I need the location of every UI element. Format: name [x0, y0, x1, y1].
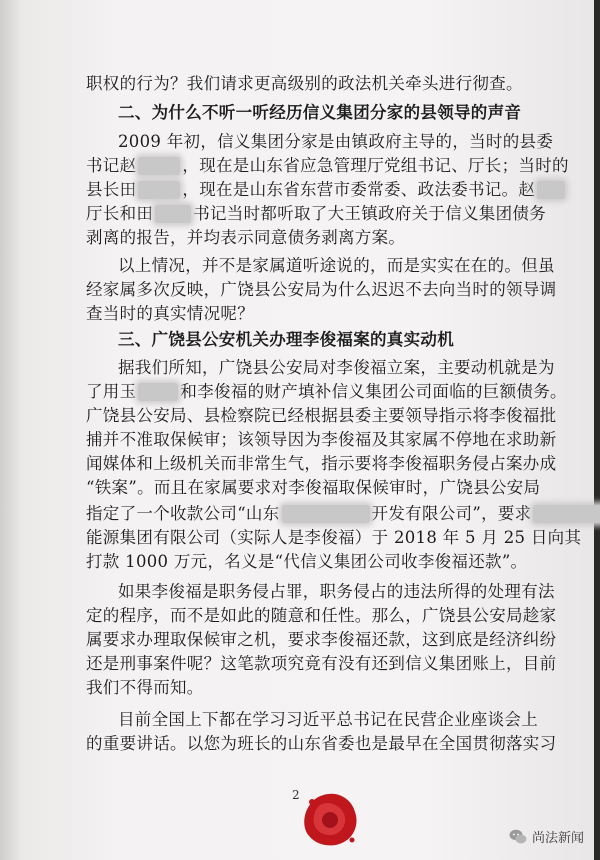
redaction-blur [533, 505, 600, 523]
redaction-blur [138, 157, 180, 175]
text-line: 剥离的报告，并均表示同意债务剥离方案。 [86, 228, 406, 247]
text-line: 厅长和田 书记当时都听取了大王镇政府关于信义集团债务 [86, 204, 547, 223]
text-line: 查当时的真实情况呢？ [86, 304, 254, 323]
page-shadow [0, 0, 22, 860]
text-line: 我们不得而知。 [86, 678, 204, 697]
red-seal-stamp [300, 790, 360, 848]
text-line: 据我们所知，广饶县公安局对李俊福立案，主要动机就是为 [118, 358, 555, 377]
section-heading-3: 三、广饶县公安机关办理李俊福案的真实动机 [118, 330, 454, 349]
text-line: 闻媒体和上级机关而非常生气，指示要将李俊福职务侵占案办成 [86, 454, 557, 473]
text-line: 经家属多次反映，广饶县公安局为什么迟迟不去向当时的领导调 [86, 280, 557, 299]
text-line: 指定了一个收款公司“山东 开发有限公司”，要求 [86, 500, 600, 528]
watermark-text: 尚法新闻 [531, 831, 584, 846]
page-number: 2 [292, 788, 300, 802]
text-line: 还是刑事案件呢？这笔款项究竟有没有还到信义集团账上，目前 [86, 654, 557, 673]
text-line: 的重要讲话。以您为班长的山东省委也是最早在全国贯彻落实习 [86, 734, 557, 753]
text-line: 2009 年初，信义集团分家是由镇政府主导的，当时的县委 [118, 132, 554, 151]
redaction-blur [537, 181, 565, 199]
text-line: 如果李俊福是职务侵占罪，职务侵占的违法所得的处理有法 [118, 582, 555, 601]
text-line: 打款 1000 万元，名义是“代信义集团公司收李俊福还款”。 [86, 552, 528, 571]
text-line: 书记赵 ，现在是山东省应急管理厅党组书记、厅长；当时的 [86, 156, 569, 175]
text-line: 捕并不准取保候审；该领导因为李俊福及其家属不停地在求助新 [86, 430, 557, 449]
text-line: 属要求办理取保候审之机，要求李俊福还款，这到底是经济纠纷 [86, 630, 557, 649]
text-line: 能源集团有限公司（实际人是李俊福）于 2018 年 5 月 25 日向其 [86, 528, 582, 547]
redaction-blur [138, 383, 178, 401]
text-line: 目前全国上下都在学习习近平总书记在民营企业座谈会上 [118, 710, 538, 729]
text-line: 定的程序，而不是如此的随意和任性。那么，广饶县公安局趁家 [86, 606, 557, 625]
text-line: 以上情况，并不是家属道听途说的，而是实实在在的。但虽 [118, 256, 555, 275]
wechat-icon [509, 829, 527, 845]
redaction-blur [282, 505, 370, 523]
text-line: 广饶县公安局、县检察院已经根据县委主要领导指示将李俊福批 [86, 406, 557, 425]
text-line: 县长田 ，现在是山东省东营市委常委、政法委书记。赵 [86, 176, 600, 204]
source-watermark [509, 827, 584, 846]
redaction-blur [138, 181, 180, 199]
redaction-blur [155, 205, 191, 223]
section-heading-2: 二、为什么不听一听经历信义集团分家的县领导的声音 [118, 103, 522, 122]
text-line: “铁案”。而且在家属要求对李俊福取保候审时，广饶县公安局 [86, 478, 541, 497]
text-line: 了用玉 和李俊福的财产填补信义集团公司面临的巨额债务。 [86, 382, 567, 401]
text-line: 职权的行为？我们请求更高级别的政法机关牵头进行彻查。 [86, 74, 523, 93]
